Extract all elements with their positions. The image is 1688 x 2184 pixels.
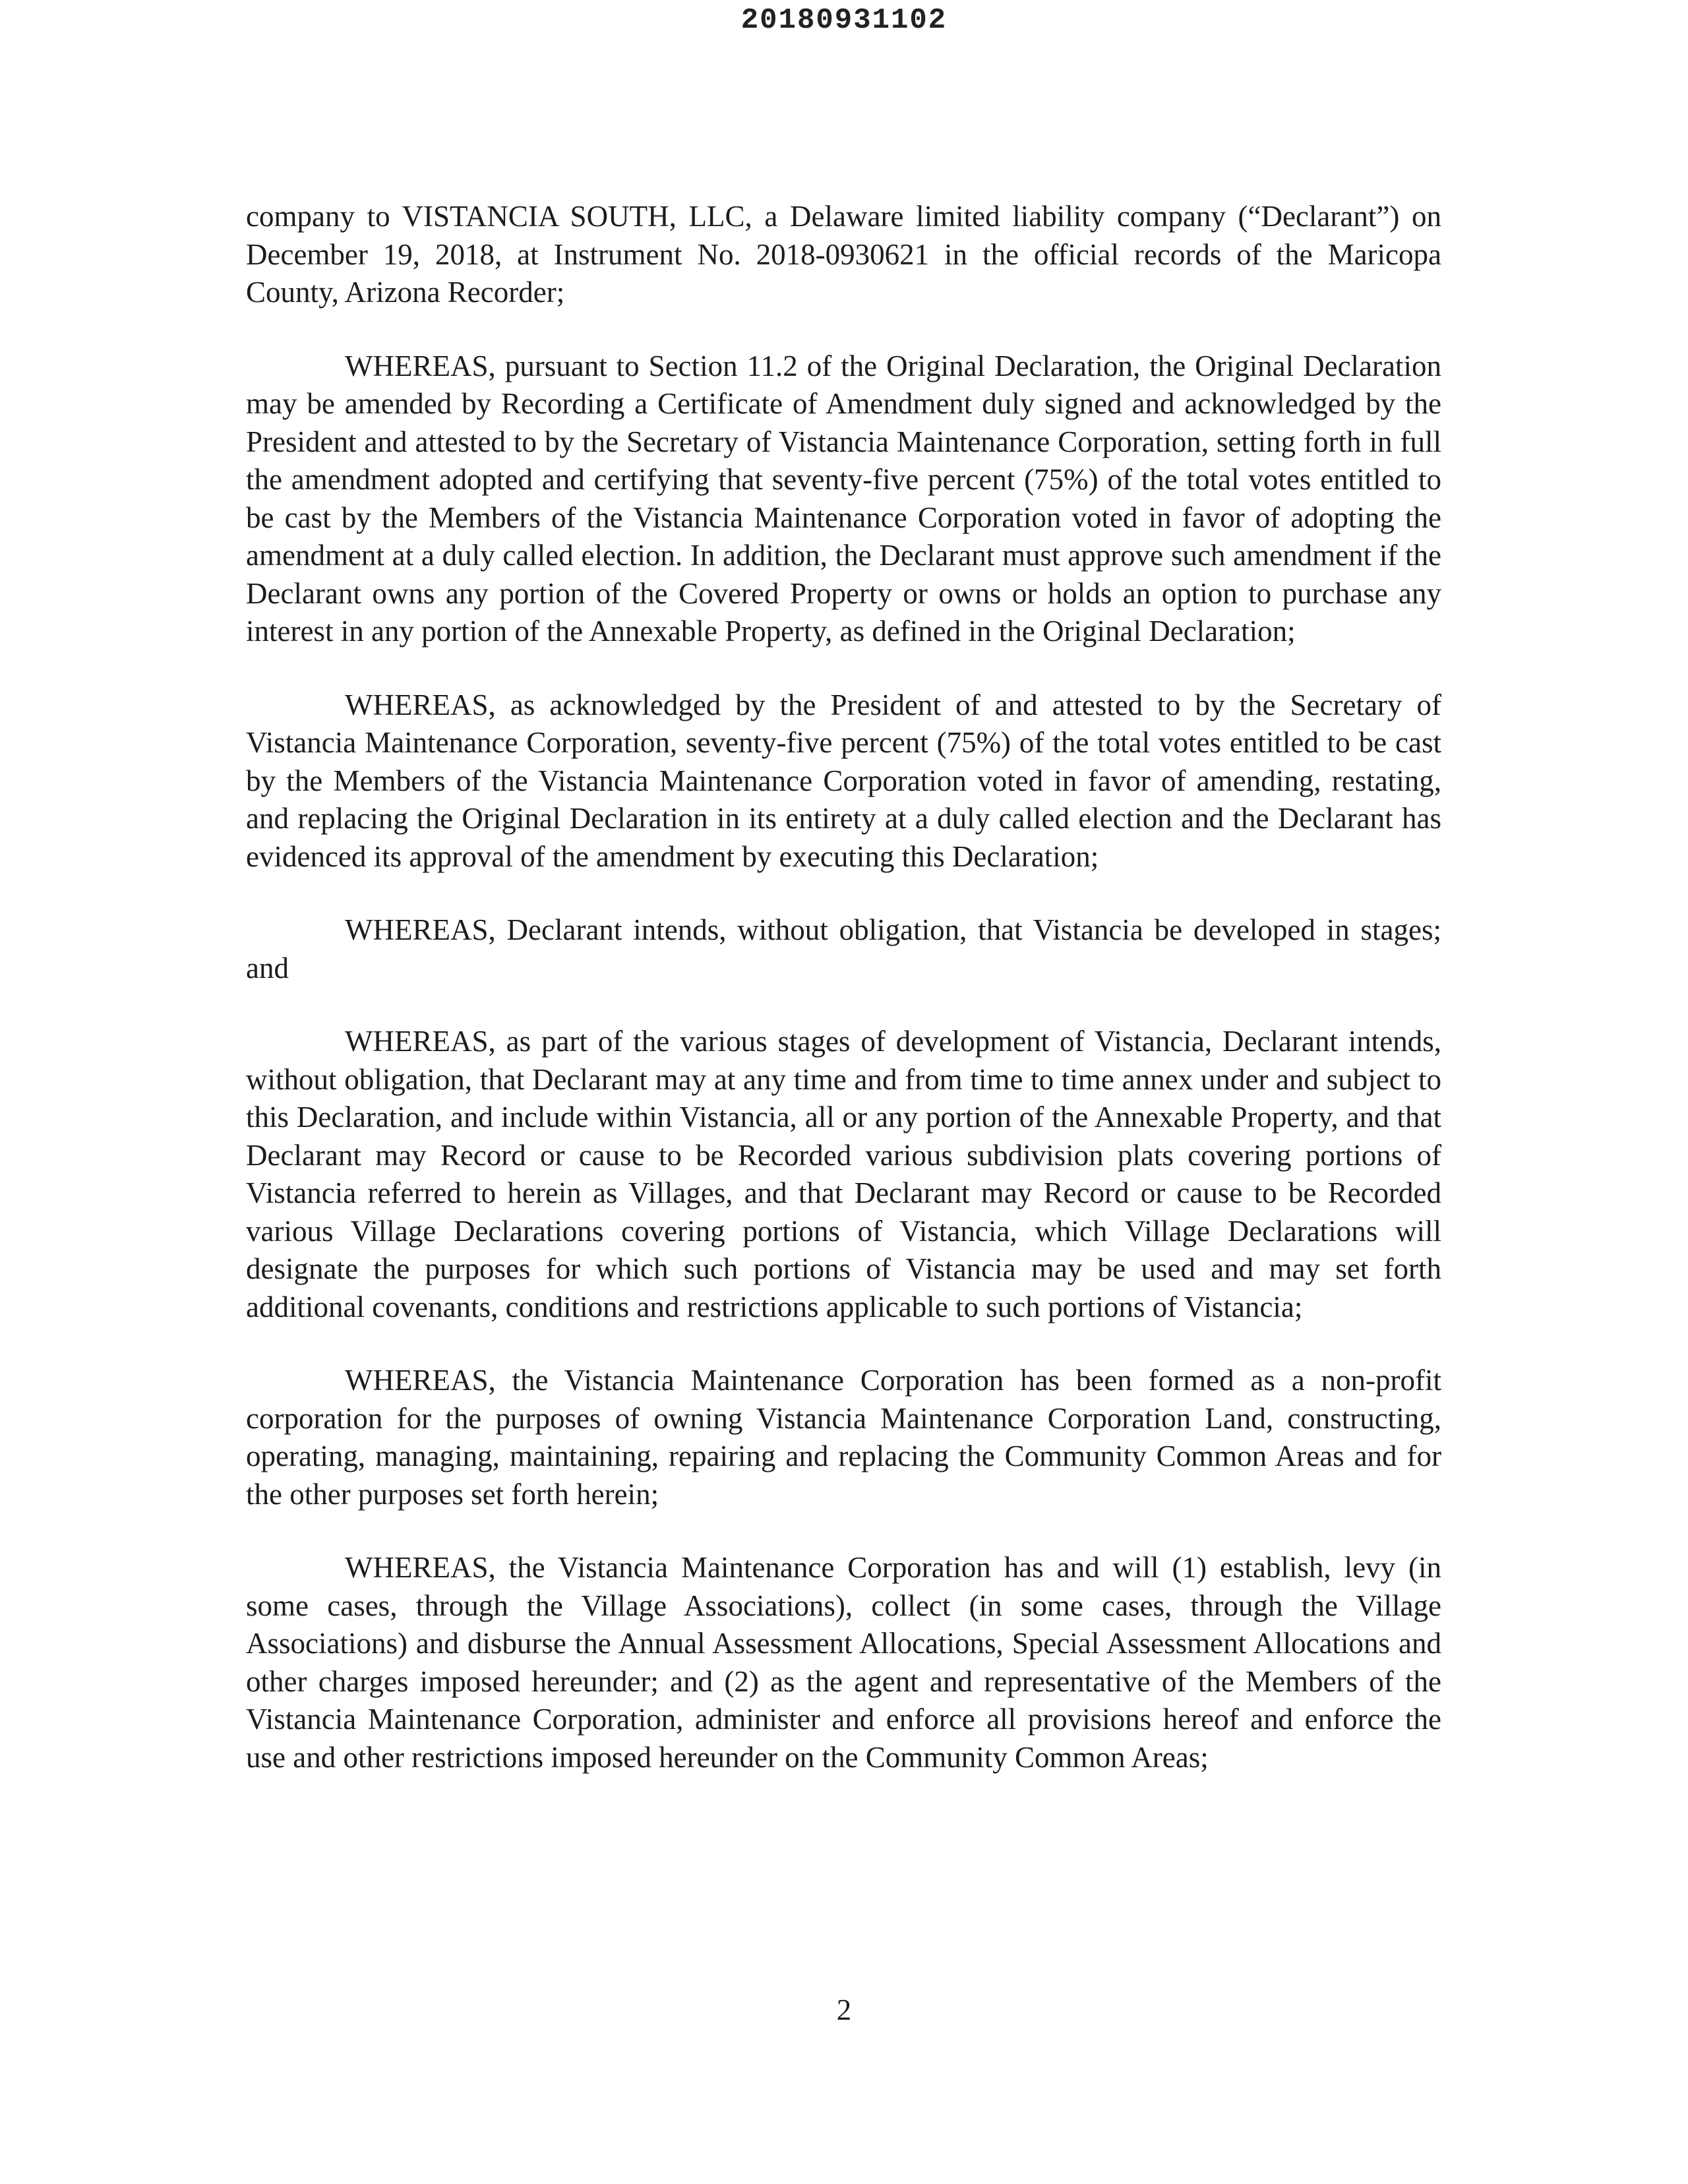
whereas-staged-development-paragraph: WHEREAS, Declarant intends, without obligation, that Vistancia be developed in stages; and — [246, 913, 1441, 985]
whereas-assessments-paragraph: WHEREAS, the Vistancia Maintenance Corporation has and will (1) establish, levy (in some cases, through the Village Associations), collect (in some cases, through the Village Associations) and disburse the Annual Assessment Allocations, Special Assessment Allocations and other charges imposed hereunder; and (2) as the agent and representative of the Members of the Vistancia Maintenance Corporation, administer and enforce all provisions hereof and enforce the use and other restrictions imposed hereunder on the Community Common Areas; — [246, 1551, 1441, 1774]
document-body — [246, 198, 1441, 1812]
whereas-amendment-procedure-paragraph: WHEREAS, pursuant to Section 11.2 of the Original Declaration, the Original Declaration may be amended by Recording a Certificate of Amendment duly signed and acknowledged by the President and attested to by the Secretary of Vistancia Maintenance Corporation, setting forth in full the amendment adopted and certifying that seventy-five percent (75%) of the total votes entitled to be cast by the Members of the Vistancia Maintenance Corporation voted in favor of adopting the amendment at a duly called election. In addition, the Declarant must approve such amendment if the Declarant owns any portion of the Covered Property or owns or holds an option to purchase any interest in any portion of the Annexable Property, as defined in the Original Declaration; — [246, 349, 1441, 648]
whereas-vote-approval-paragraph: WHEREAS, as acknowledged by the President of and attested to by the Secretary of Vistancia Maintenance Corporation, seventy-five percent (75%) of the total votes entitled to be cast by the Members of the Vistancia Maintenance Corporation voted in favor of amending, restating, and replacing the Original Declaration in its entirety at a duly called election and the Declarant has evidenced its approval of the amendment by executing this Declaration; — [246, 688, 1441, 873]
recital-continuation-paragraph: company to VISTANCIA SOUTH, LLC, a Delaware limited liability company (“Declarant”) on December 19, 2018, at Instrument No. 2018-0930621 in the official records of the Maricopa County, Arizona Recorder; — [246, 200, 1441, 309]
recording-number: 20180931102 — [740, 4, 948, 37]
page-number: 2 — [836, 1993, 852, 2026]
whereas-corporation-formed-paragraph: WHEREAS, the Vistancia Maintenance Corporation has been formed as a non-profit corporation for the purposes of owning Vistancia Maintenance Corporation Land, constructing, operating, managing, maintaining, repairing and replacing the Community Common Areas and for the other purposes set forth herein; — [246, 1364, 1441, 1511]
whereas-annexation-paragraph: WHEREAS, as part of the various stages of development of Vistancia, Declarant intends, without obligation, that Declarant may at any time and from time to time annex under and subject to this Declaration, and include within Vistancia, all or any portion of the Annexable Property, and that Declarant may Record or cause to be Recorded various subdivision plats covering portions of Vistancia referred to herein as Villages, and that Declarant may Record or cause to be Recorded various Village Declarations covering portions of Vistancia, which Village Declarations will designate the purposes for which such portions of Vistancia may be used and may set forth additional covenants, conditions and restrictions applicable to such portions of Vistancia; — [246, 1025, 1441, 1323]
